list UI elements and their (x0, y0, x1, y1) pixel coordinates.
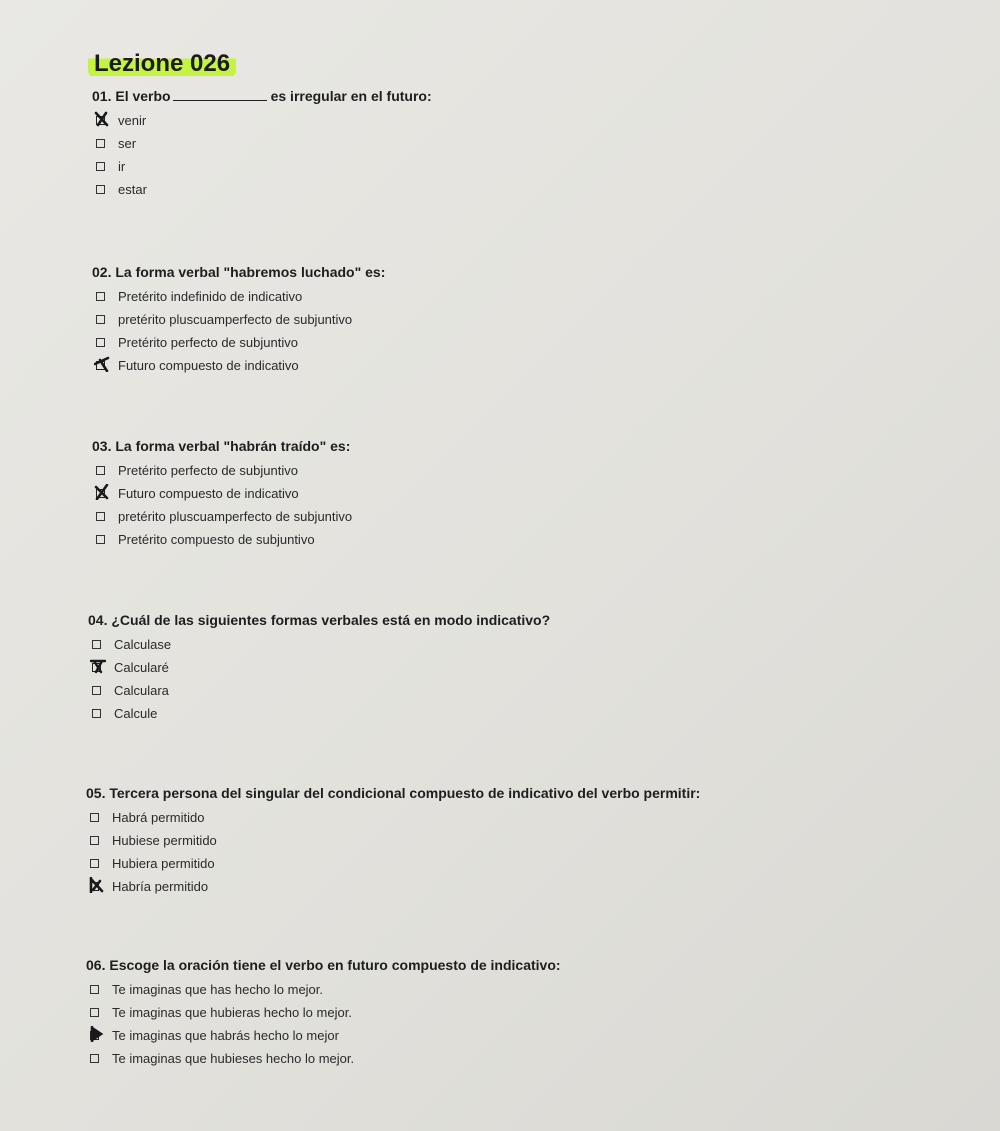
option-item[interactable] (92, 354, 385, 377)
option-item[interactable] (92, 331, 385, 354)
handwritten-x-mark-icon (88, 1026, 104, 1042)
question-prompt: 02. La forma verbal "habremos luchado" es: (92, 264, 386, 280)
option-item[interactable] (88, 702, 550, 725)
checkbox-empty[interactable] (90, 859, 99, 868)
checkbox-empty[interactable] (90, 1054, 99, 1063)
question-prompt: 05. Tercera persona del singular del condicional compuesto de indicativo del verbo permitir: (86, 785, 701, 801)
option-label: pretérito pluscuamperfecto de subjuntivo (118, 312, 353, 327)
checkbox-empty[interactable] (96, 512, 105, 521)
option-item[interactable] (86, 806, 700, 829)
question-prompt (92, 86, 432, 106)
checkbox-empty[interactable] (92, 640, 101, 649)
option-item[interactable] (92, 155, 432, 178)
option-label: Te imaginas que habrás hecho lo mejor (112, 1028, 339, 1043)
checkbox-empty[interactable] (96, 535, 105, 544)
option-label: Futuro compuesto de indicativo (118, 358, 299, 373)
checkbox-empty[interactable] (96, 338, 105, 347)
option-item[interactable] (86, 829, 700, 852)
option-label: Pretérito perfecto de subjuntivo (118, 463, 298, 478)
question-04 (88, 610, 550, 725)
option-label: Calcularé (114, 660, 169, 675)
checkbox-empty[interactable] (92, 709, 101, 718)
option-label: Te imaginas que has hecho lo mejor. (112, 982, 324, 997)
option-label: Futuro compuesto de indicativo (118, 486, 299, 501)
question-prompt: 04. ¿Cuál de las siguientes formas verbales está en modo indicativo? (88, 612, 551, 628)
option-label: Te imaginas que hubieses hecho lo mejor. (112, 1051, 355, 1066)
question-06 (86, 955, 561, 1070)
option-item[interactable] (92, 459, 352, 482)
checkbox-empty[interactable] (90, 985, 99, 994)
question-03 (92, 436, 352, 551)
checkbox-empty[interactable] (96, 185, 105, 194)
option-label: Pretérito indefinido de indicativo (118, 289, 303, 304)
option-item[interactable] (86, 978, 561, 1001)
option-item[interactable] (92, 528, 352, 551)
answer-blank (173, 88, 267, 101)
question-05 (86, 783, 700, 898)
option-label: pretérito pluscuamperfecto de subjuntivo (118, 509, 353, 524)
checkbox-empty[interactable] (90, 1008, 99, 1017)
option-label: venir (118, 113, 147, 128)
option-label: ir (118, 159, 126, 174)
question-prompt: 06. Escoge la oración tiene el verbo en futuro compuesto de indicativo: (86, 957, 561, 973)
option-item[interactable] (88, 679, 550, 702)
question-prompt-start: 01. El verbo (92, 88, 171, 104)
question-02 (92, 262, 385, 377)
option-label: Habría permitido (112, 879, 209, 894)
checkbox-empty[interactable] (96, 315, 105, 324)
option-item[interactable] (92, 285, 385, 308)
option-label: ser (118, 136, 137, 151)
option-item[interactable] (92, 178, 432, 201)
checkbox-empty[interactable] (96, 466, 105, 475)
option-item[interactable] (86, 1047, 561, 1070)
checkbox-checked[interactable] (96, 116, 105, 125)
option-item[interactable] (92, 109, 432, 132)
checkbox-empty[interactable] (96, 162, 105, 171)
checkbox-empty[interactable] (90, 813, 99, 822)
question-01 (92, 86, 432, 201)
option-label: Habrá permitido (112, 810, 205, 825)
page-title: Lezione 026 (88, 50, 236, 78)
option-label: Pretérito perfecto de subjuntivo (118, 335, 298, 350)
handwritten-x-mark-icon (94, 484, 110, 500)
question-prompt-end: es irregular en el futuro: (270, 88, 432, 104)
option-label: Te imaginas que hubieras hecho lo mejor. (112, 1005, 352, 1020)
option-item[interactable] (86, 1001, 561, 1024)
option-item[interactable] (92, 308, 385, 331)
checkbox-empty[interactable] (96, 139, 105, 148)
checkbox-empty[interactable] (92, 686, 101, 695)
option-item[interactable] (88, 633, 550, 656)
option-item[interactable] (86, 852, 700, 875)
checkbox-checked[interactable] (96, 361, 105, 370)
option-label: Calcule (114, 706, 158, 721)
option-label: Calculase (114, 637, 172, 652)
checkbox-checked[interactable] (90, 882, 99, 891)
checkbox-checked[interactable] (90, 1031, 99, 1040)
option-label: Pretérito compuesto de subjuntivo (118, 532, 315, 547)
option-item[interactable] (92, 505, 352, 528)
handwritten-x-mark-icon (94, 111, 110, 127)
option-item[interactable] (86, 875, 700, 898)
handwritten-x-mark-icon (94, 356, 110, 372)
checkbox-empty[interactable] (90, 836, 99, 845)
option-item[interactable] (88, 656, 550, 679)
handwritten-x-mark-icon (90, 658, 106, 674)
checkbox-checked[interactable] (92, 663, 101, 672)
option-label: Calculara (114, 683, 169, 698)
checkbox-checked[interactable] (96, 489, 105, 498)
option-label: Hubiese permitido (112, 833, 217, 848)
checkbox-empty[interactable] (96, 292, 105, 301)
question-prompt: 03. La forma verbal "habrán traído" es: (92, 438, 351, 454)
option-label: Hubiera permitido (112, 856, 215, 871)
option-item[interactable] (92, 132, 432, 155)
option-item[interactable] (86, 1024, 561, 1047)
option-label: estar (118, 182, 147, 197)
handwritten-x-mark-icon (88, 877, 104, 893)
option-item[interactable] (92, 482, 352, 505)
